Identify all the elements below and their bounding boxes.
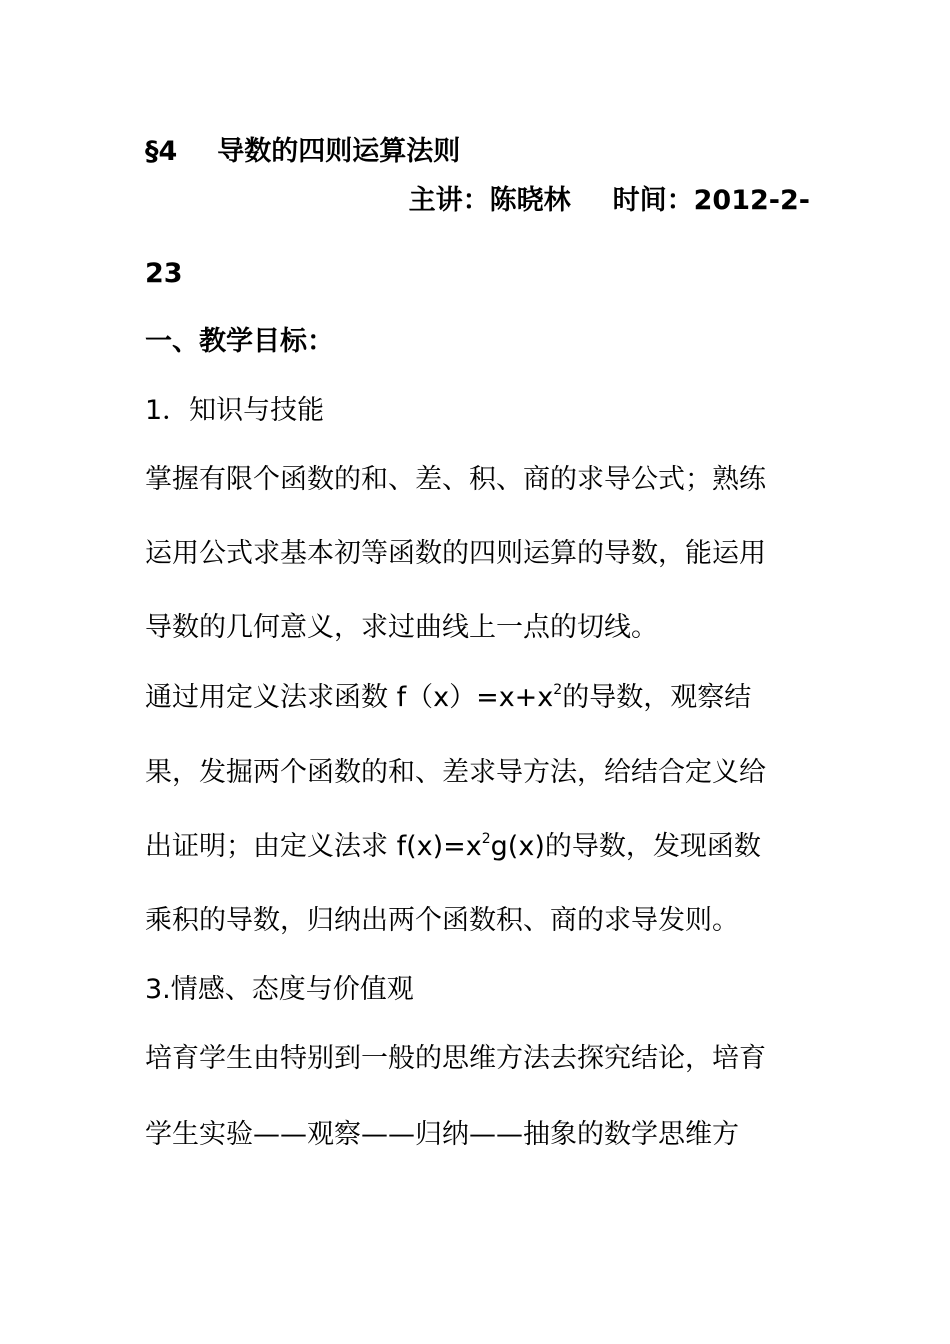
byline [409, 183, 810, 219]
lecture-time-continued: 23 [145, 258, 183, 289]
subheading-emotion-values: 3.情感、态度与价值观 [145, 974, 414, 1005]
heading-teaching-goals: 一、教学目标： [145, 326, 334, 357]
para1-line3: 导数的几何意义，求过曲线上一点的切线。 [145, 612, 658, 643]
para2-line3: 出证明；由定义法求 $f(x)=x^2g(x)$的导数，发现函数 [145, 831, 761, 862]
lecturer: 主讲：陈晓林 [408, 185, 571, 216]
para2-line2: 果，发掘两个函数的和、差求导方法，给结合定义给 [145, 757, 766, 788]
lecture-time: 时间：2012-2- [612, 185, 810, 216]
para2-line1: 通过用定义法求函数 $f(x)=x+x^2$的导数，观察结 [145, 682, 752, 713]
para3-line1: 培育学生由特别到一般的思维方法去探究结论，培育 [145, 1043, 766, 1074]
section-number: §4 [145, 136, 178, 167]
title-text: 导数的四则运算法则 [217, 136, 461, 167]
para3-line2: 学生实验——观察——归纳——抽象的数学思维方 [145, 1119, 739, 1150]
subheading-knowledge-skills: 1．知识与技能 [145, 395, 325, 426]
para1-line2: 运用公式求基本初等函数的四则运算的导数，能运用 [145, 538, 766, 569]
para2-line4: 乘积的导数，归纳出两个函数积、商的求导发则。 [145, 905, 739, 936]
para1-line1: 掌握有限个函数的和、差、积、商的求导公式；熟练 [145, 464, 766, 495]
document-title [145, 134, 460, 170]
